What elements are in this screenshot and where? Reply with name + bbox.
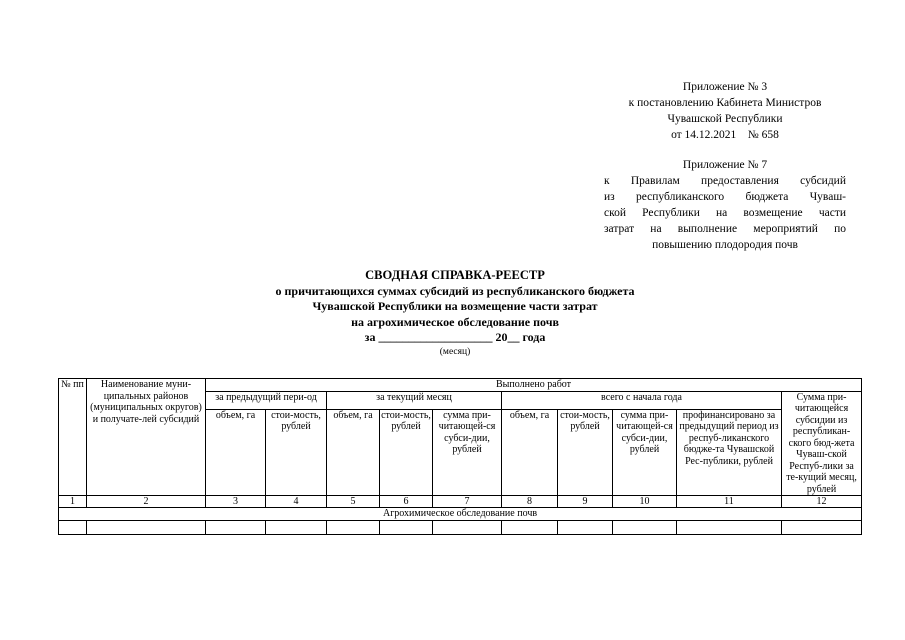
reporting-period-note: (месяц) <box>439 346 471 357</box>
header-sum-due: сумма при-читающей-ся субси-дии, рублей <box>433 409 502 495</box>
header-volume-ha: объем, га <box>327 409 380 495</box>
header-cost: стои-мость, рублей <box>558 409 613 495</box>
empty-cell <box>87 521 206 535</box>
appendix-3-block <box>600 79 850 143</box>
appendix-7-line: к Правилам предоставления субсидий <box>604 175 846 187</box>
appendix-7-block <box>604 157 846 253</box>
header-year-to-date: всего с начала года <box>502 391 782 409</box>
header-volume-ha: объем, га <box>206 409 266 495</box>
appendix-7-line: ской Республики на возмещение части <box>604 207 846 219</box>
header-work-done: Выполнено работ <box>206 379 862 392</box>
document-subtitle-line: Чувашской Республики на возмещение части затрат <box>312 299 598 313</box>
column-number: 2 <box>87 496 206 508</box>
document-title-block <box>190 268 720 358</box>
empty-cell <box>782 521 862 535</box>
section-label: Агрохимическое обследование почв <box>59 508 862 521</box>
registry-table <box>58 378 862 535</box>
reporting-period: за ___________________ 20__ года <box>364 330 546 344</box>
appendix-3-line: от 14.12.2021 № 658 <box>671 129 779 141</box>
appendix-7-line: затрат на выполнение мероприятий по <box>604 223 846 235</box>
header-name: Наименование муни-ципальных районов (муниципальных округов) и получате-лей субсидий <box>87 379 206 496</box>
appendix-7-title: Приложение № 7 <box>682 159 768 171</box>
header-sum-due: сумма при-читающей-ся субси-дии, рублей <box>613 409 677 495</box>
empty-cell <box>502 521 558 535</box>
table-row <box>59 521 862 535</box>
column-number: 8 <box>502 496 558 508</box>
column-number: 6 <box>380 496 433 508</box>
column-number: 3 <box>206 496 266 508</box>
column-number: 1 <box>59 496 87 508</box>
header-previous-period: за предыдущий пери-од <box>206 391 327 409</box>
header-no: № пп <box>59 379 87 496</box>
column-number: 12 <box>782 496 862 508</box>
column-number: 11 <box>677 496 782 508</box>
header-current-month: за текущий месяц <box>327 391 502 409</box>
header-volume-ha: объем, га <box>502 409 558 495</box>
column-number: 9 <box>558 496 613 508</box>
column-number: 7 <box>433 496 502 508</box>
appendix-7-line: из республиканского бюджета Чуваш- <box>604 191 846 203</box>
empty-cell <box>380 521 433 535</box>
header-financed: профинансировано за предыдущий период из респуб-ликанского бюдже-та Чувашской Рес-публики, рублей <box>677 409 782 495</box>
column-number: 4 <box>266 496 327 508</box>
column-number: 5 <box>327 496 380 508</box>
document-subtitle-line: о причитающихся суммах субсидий из республиканского бюджета <box>275 283 635 298</box>
empty-cell <box>59 521 87 535</box>
appendix-7-last-line: повышению плодородия почв <box>652 239 798 251</box>
empty-cell <box>613 521 677 535</box>
empty-cell <box>206 521 266 535</box>
appendix-3-line: к постановлению Кабинета Министров <box>628 97 822 109</box>
column-number: 10 <box>613 496 677 508</box>
document-title: СВОДНАЯ СПРАВКА-РЕЕСТР <box>365 268 545 282</box>
section-row <box>59 508 862 521</box>
table-header-row <box>59 379 862 392</box>
header-total-subsidy: Сумма при-читающейся субсидии из республикан-ского бюд-жета Чуваш-ской Респуб-лики за те-кущий месяц, рублей <box>782 391 862 496</box>
appendix-3-line: Приложение № 3 <box>682 81 768 93</box>
column-number-row <box>59 496 862 508</box>
header-cost: стои-мость, рублей <box>380 409 433 495</box>
empty-cell <box>266 521 327 535</box>
empty-cell <box>558 521 613 535</box>
empty-cell <box>433 521 502 535</box>
empty-cell <box>327 521 380 535</box>
header-cost: стои-мость, рублей <box>266 409 327 495</box>
document-subtitle-line: на агрохимическое обследование почв <box>351 314 559 329</box>
empty-cell <box>677 521 782 535</box>
appendix-3-line: Чувашской Республики <box>667 113 783 125</box>
